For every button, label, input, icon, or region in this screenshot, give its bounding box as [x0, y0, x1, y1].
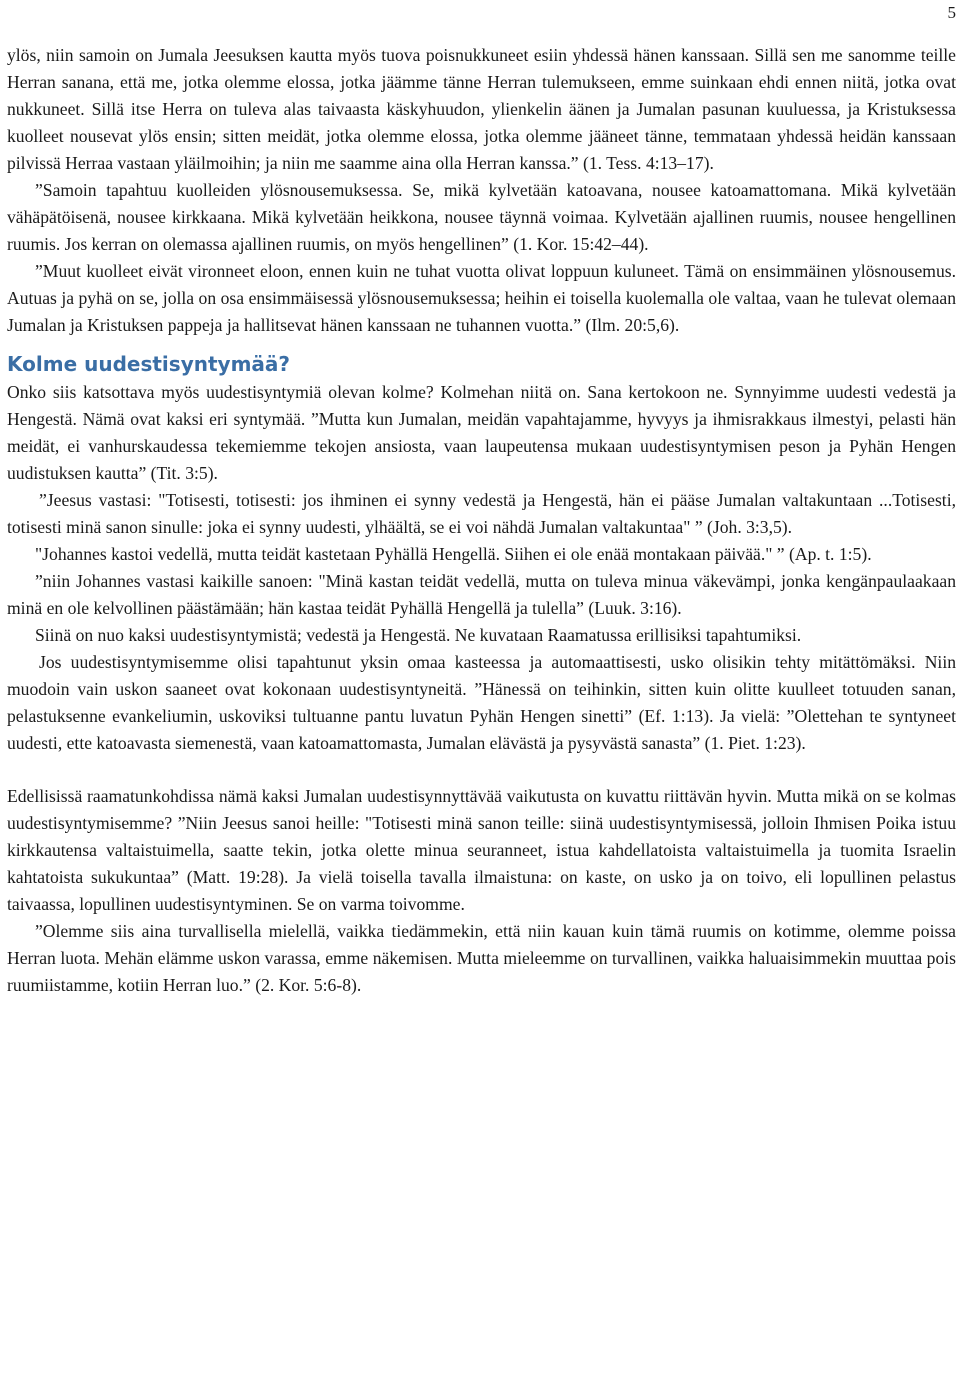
paragraph: Onko siis katsottava myös uudestisyntymiä olevan kolme? Kolmehan niitä on. Sana kertokoon ne. Synnyimme uudesti vedestä ja Hengestä. Nämä ovat kaksi eri syntymää. ”Mutta kun Jumalan, meidän vapahtajamme, hyvyys ja ihmisrakkaus ilmestyi, pelasti hän meidät, ei vanhurskaudessa tekemiemme tekojen ansiosta, vaan laupeutensa mukaan uudestisyntymisen peson ja Pyhän Hengen uudistuksen kautta” (Tit. 3:5).: [7, 382, 956, 483]
paragraph: Jos uudestisyntymisemme olisi tapahtunut yksin omaa kasteessa ja automaattisesti, usko olisikin tehty mitättömäksi. Niin muodoin vain uskon saaneet ovat kokonaan uudestisyntyneitä. ”Hänessä on teihinkin, sitten kuin olitte kuulleet totuuden sanan, pelastuksenne evankeliumin, uskoviksi tultuanne pantu luvatun Pyhän Hengen sinetti” (Ef. 1:13). Ja vielä: ”Olettehan te syntyneet uudesti, ette katoavasta siemenestä, vaan katoamattomasta, Jumalan elävästä ja pysyvästä sanasta” (1. Piet. 1:23).: [7, 652, 956, 753]
paragraph: ”Jeesus vastasi: "Totisesti, totisesti: jos ihminen ei synny vedestä ja Hengestä, hän ei pääse Jumalan valtakuntaan ...Totisesti, totisesti minä sanon sinulle: joka ei synny uudesti, ylhäältä, se ei voi nähdä Jumalan valtakuntaa" ” (Joh. 3:3,5).: [7, 490, 956, 537]
paragraph: ”Muut kuolleet eivät vironneet eloon, ennen kuin ne tuhat vuotta olivat loppuun kuluneet. Tämä on ensimmäinen ylösnousemus. Autuas ja pyhä on se, jolla on osa ensimmäisessä ylösnousemuksessa; heihin ei toisella kuolemalla ole valtaa, vaan he tulevat olemaan Jumalan ja Kristuksen pappeja ja hallitsevat hänen kanssaan ne tuhannen vuotta.” (Ilm. 20:5,6).: [7, 261, 956, 335]
section-heading: Kolme uudestisyntymää?: [7, 352, 290, 376]
paragraph: "Johannes kastoi vedellä, mutta teidät kastetaan Pyhällä Hengellä. Siihen ei ole enää montakaan päivää." ” (Ap. t. 1:5).: [35, 544, 872, 564]
paragraph: ylös, niin samoin on Jumala Jeesuksen kautta myös tuova poisnukkuneet esiin yhdessä hänen kanssaan. Sillä sen me sanomme teille Herran sanana, että me, jotka olemme elossa, jotka jäämme tänne Herran tulemukseen, emme suinkaan ehdi ennen niitä, jotka ovat nukkuneet. Sillä itse Herra on tuleva alas taivaasta käskyhuudon, ylienkelin äänen ja Jumalan pasunan kuuluessa, ja Kristuksessa kuolleet nousevat ylös ensin; sitten meidät, jotka olemme elossa, jotka olemme jääneet tänne, temmataan yhdessä heidän kanssaan pilvissä Herraa vastaan yläilmoihin; ja niin me saamme aina olla Herran kanssa.” (1. Tess. 4:13–17).: [7, 45, 956, 173]
document-body: [7, 42, 956, 999]
paragraph: ”Samoin tapahtuu kuolleiden ylösnousemuksessa. Se, mikä kylvetään katoavana, nousee katoamattomana. Mikä kylvetään vähäpätöisenä, nousee kirkkaana. Mikä kylvetään heikkona, nousee täynnä voimaa. Kylvetään ajallinen ruumis, nousee hengellinen ruumis. Jos kerran on olemassa ajallinen ruumis, on myös hengellinen” (1. Kor. 15:42–44).: [7, 180, 956, 254]
paragraph: Edellisissä raamatunkohdissa nämä kaksi Jumalan uudestisynnyttävää vaikutusta on kuvattu riittävän hyvin. Mutta mikä on se kolmas uudestisyntymisemme? ”Niin Jeesus sanoi heille: "Totisesti minä sanon teille: siinä uudestisyntymisessä, jolloin Ihmisen Poika istuu kirkkautensa valtaistuimella, saatte tekin, jotka olette minua seuranneet, istua kahdellatoista valtaistuimella ja tuomita Israelin kahtatoista sukukuntaa” (Matt. 19:28). Ja vielä toisella tavalla ilmaistuna: on kaste, on usko ja on toivo, eli lopullinen pelastus taivaassa, lopullinen uudestisyntyminen. Se on varma toivomme.: [7, 786, 956, 914]
paragraph: ”Olemme siis aina turvallisella mielellä, vaikka tiedämmekin, että niin kauan kuin tämä ruumis on kotimme, olemme poissa Herran luota. Mehän elämme uskon varassa, emme näkemisen. Mutta mieleemme on turvallinen, vaikka haluaisimmekin muuttaa pois ruumiistamme, kotiin Herran luo.” (2. Kor. 5:6-8).: [7, 921, 956, 995]
paragraph: Siinä on nuo kaksi uudestisyntymistä; vedestä ja Hengestä. Ne kuvataan Raamatussa erillisiksi tapahtumiksi.: [35, 625, 802, 645]
paragraph: ”niin Johannes vastasi kaikille sanoen: "Minä kastan teidät vedellä, mutta on tuleva minua väkevämpi, jonka kengänpaulaakaan minä en ole kelvollinen päästämään; hän kastaa teidät Pyhällä Hengellä ja tulella” (Luuk. 3:16).: [7, 571, 956, 618]
page-number: 5: [947, 3, 956, 22]
